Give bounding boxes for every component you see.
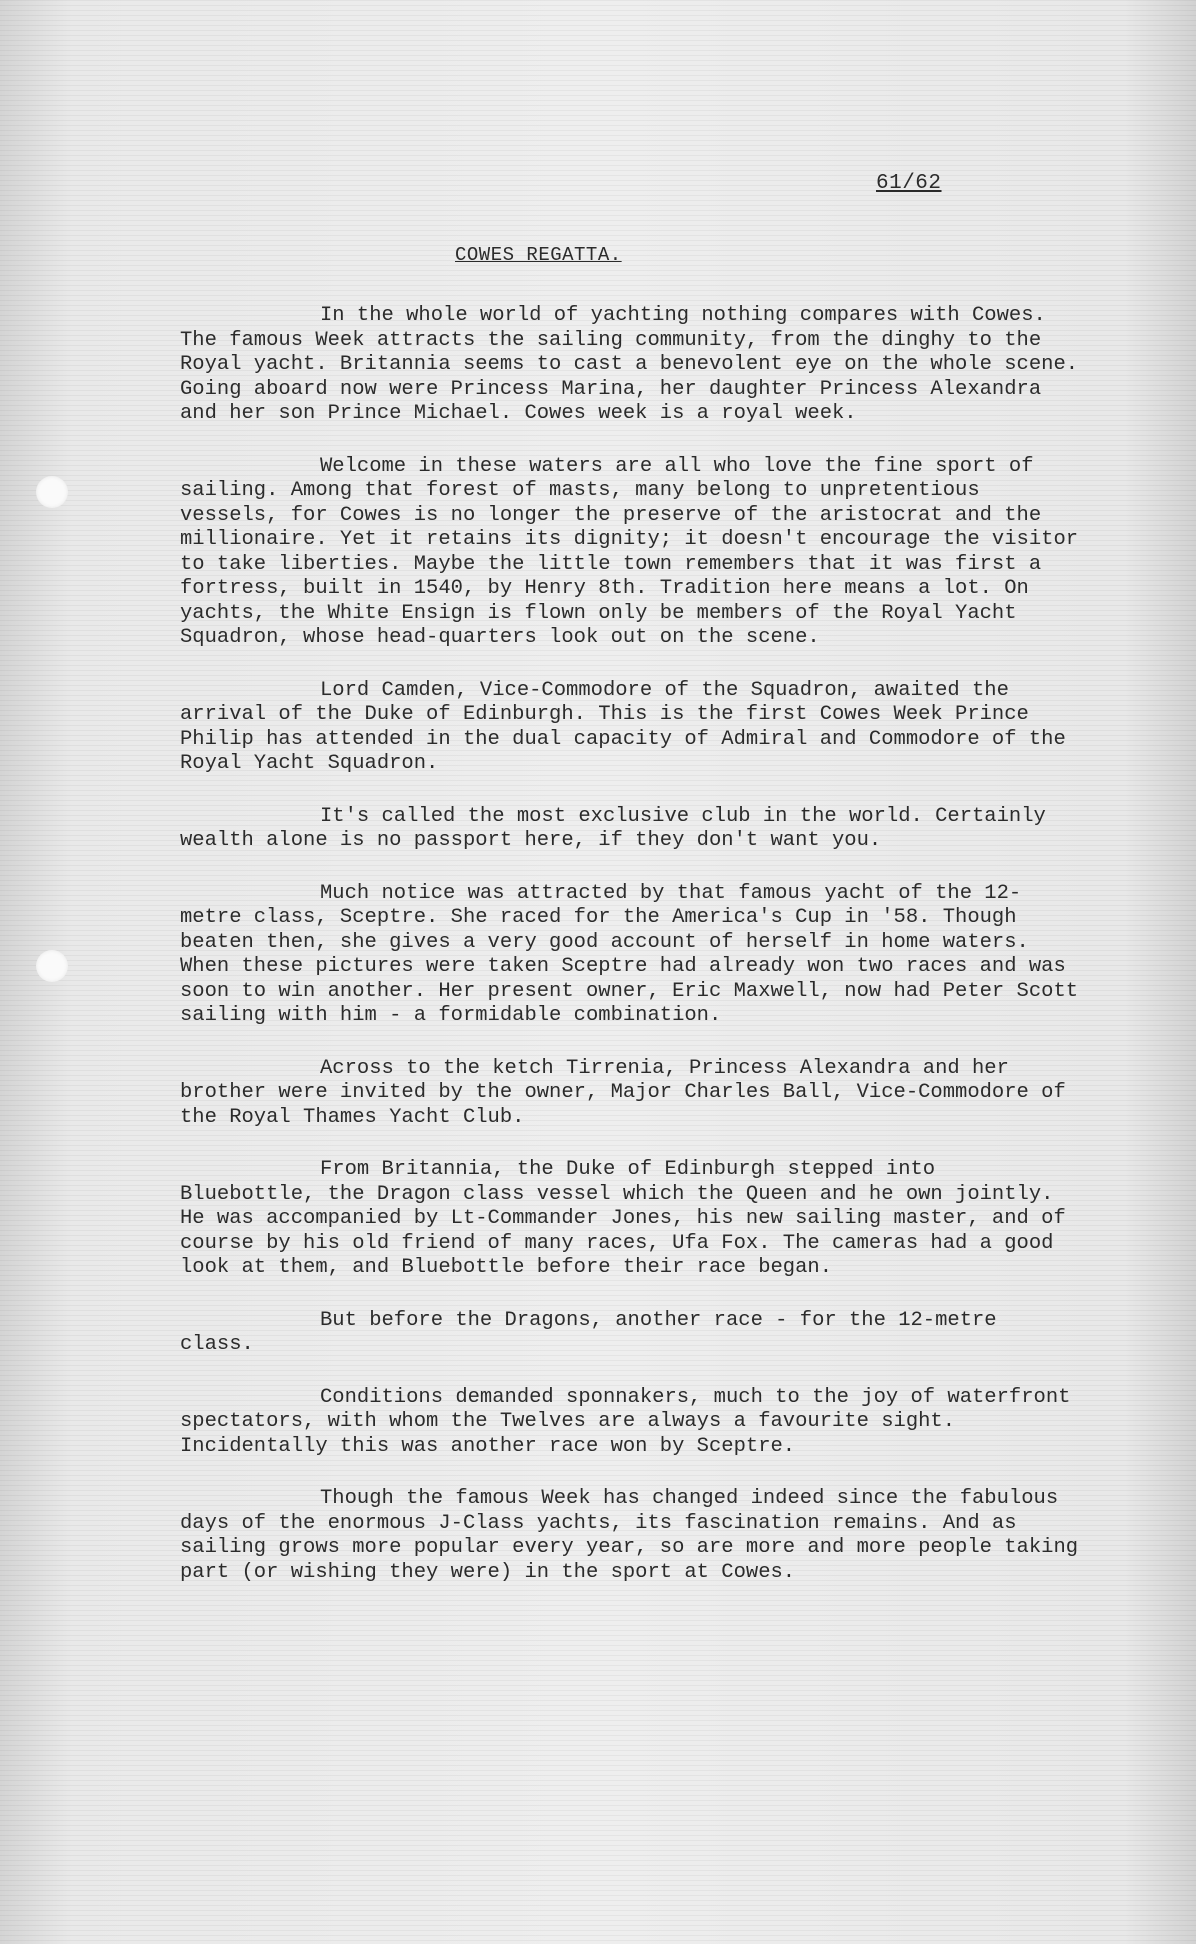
punch-hole	[36, 476, 68, 508]
page-number: 61/62	[876, 172, 942, 195]
punch-hole	[36, 950, 68, 982]
paragraph: Much notice was attracted by that famous yacht of the 12-metre class, Sceptre. She raced for the America's Cup in '58. Though beaten then, she gives a very good account of herself in home waters. When these pictures were taken Sceptre had already won two races and was soon to win another. Her present owner, Eric Maxwell, now had Peter Scott sailing with him - a formidable combination.	[180, 881, 1079, 1027]
document-body	[180, 304, 1080, 1613]
paragraph: From Britannia, the Duke of Edinburgh stepped into Bluebottle, the Dragon class vessel which the Queen and he own jointly. He was accompanied by Lt-Commander Jones, his new sailing master, and of course by his old friend of many races, Ufa Fox. The cameras had a good look at them, and Bluebottle before their race began.	[180, 1158, 1066, 1279]
paragraph: But before the Dragons, another race - for the 12-metre class.	[180, 1308, 997, 1356]
paragraph: Conditions demanded sponnakers, much to the joy of waterfront spectators, with whom the Twelves are always a favourite sight. Incidentally this was another race won by Sceptre.	[180, 1385, 1071, 1458]
paragraph: Though the famous Week has changed indeed since the fabulous days of the enormous J-Class yachts, its fascination remains. And as sailing grows more popular every year, so are more and more people taking part (or wishing they were) in the sport at Cowes.	[180, 1487, 1079, 1584]
paragraph: In the whole world of yachting nothing compares with Cowes. The famous Week attracts the sailing community, from the dinghy to the Royal yacht. Britannia seems to cast a benevolent eye on the whole scene. Going aboard now were Princess Marina, her daughter Princess Alexandra and her son Prince Michael. Cowes week is a royal week.	[180, 304, 1079, 425]
paragraph: Welcome in these waters are all who love the fine sport of sailing. Among that forest of masts, many belong to unpretentious vessels, for Cowes is no longer the preserve of the aristocrat and the millionaire. Yet it retains its dignity; it doesn't encourage the visitor to take liberties. Maybe the little town remembers that it was first a fortress, built in 1540, by Henry 8th. Tradition here means a lot. On yachts, the White Ensign is flown only be members of the Royal Yacht Squadron, whose head-quarters look out on the scene.	[180, 454, 1079, 649]
document-title: COWES REGATTA.	[455, 244, 622, 266]
paragraph: Lord Camden, Vice-Commodore of the Squadron, awaited the arrival of the Duke of Edinburgh. This is the first Cowes Week Prince Philip has attended in the dual capacity of Admiral and Commodore of the Royal Yacht Squadron.	[180, 678, 1066, 775]
paragraph: Across to the ketch Tirrenia, Princess Alexandra and her brother were invited by the owner, Major Charles Ball, Vice-Commodore of the Royal Thames Yacht Club.	[180, 1056, 1066, 1129]
paragraph: It's called the most exclusive club in the world. Certainly wealth alone is no passport here, if they don't want you.	[180, 804, 1046, 852]
